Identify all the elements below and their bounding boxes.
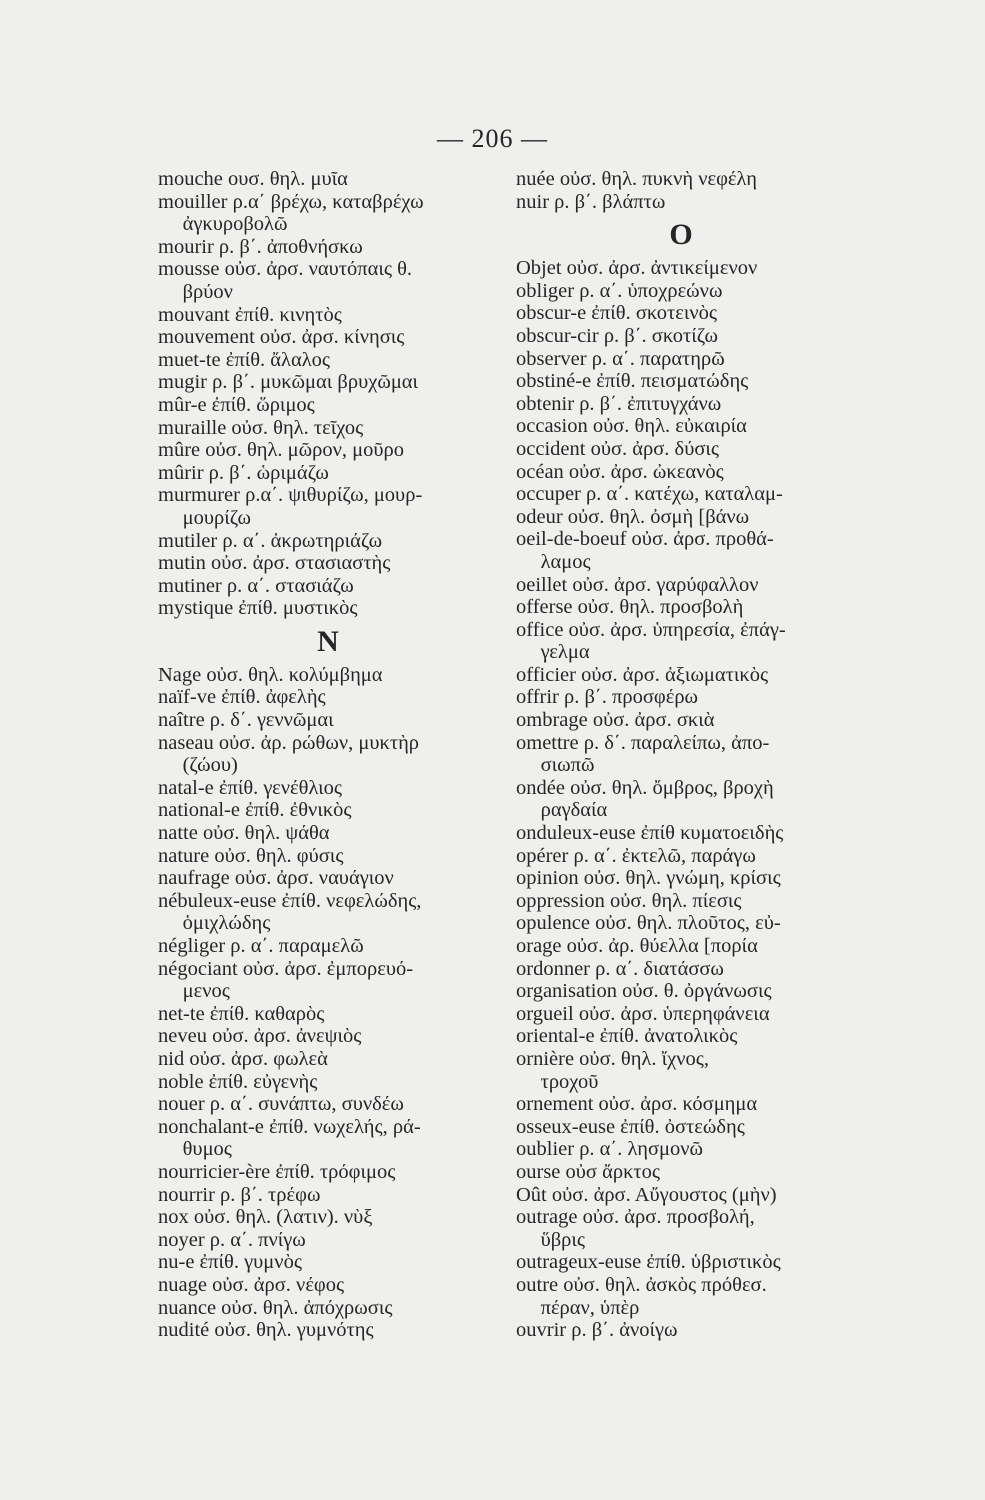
dictionary-entry: observer ρ. α΄. παρατηρῶ bbox=[516, 347, 725, 370]
dictionary-entry: mûr-e ἐπίθ. ὥριμος bbox=[158, 393, 315, 416]
dictionary-entry: ondée οὐσ. θηλ. ὄμβρος, βροχὴ bbox=[516, 776, 774, 799]
dictionary-entry: obstiné-e ἐπίθ. πεισματώδης bbox=[516, 370, 749, 393]
dictionary-entry: noble ἐπίθ. εὐγενὴς bbox=[158, 1070, 318, 1093]
dictionary-entry: ombrage οὐσ. ἀρσ. σκιὰ bbox=[516, 709, 715, 732]
dictionary-entry: nature οὐσ. θηλ. φύσις bbox=[158, 844, 344, 867]
dictionary-entry: organisation οὐσ. θ. ὀργάνωσις bbox=[516, 980, 772, 1003]
dictionary-entry: muet-te ἐπίθ. ἄλαλος bbox=[158, 348, 331, 371]
dictionary-entry: naseau οὐσ. ἀρ. ρώθων, μυκτὴρ bbox=[158, 731, 420, 754]
dictionary-entry: nouer ρ. α΄. συνάπτω, συνδέω bbox=[158, 1093, 404, 1116]
entry-continuation: (ζώου) bbox=[182, 754, 238, 777]
entry-continuation: σιωπῶ bbox=[540, 754, 595, 777]
dictionary-entry: obliger ρ. α΄. ὑποχρεώνω bbox=[516, 279, 723, 302]
dictionary-entry: mystique ἐπίθ. μυστικὸς bbox=[158, 597, 358, 620]
dictionary-entry: ornement οὐσ. ἀρσ. κόσμημα bbox=[516, 1093, 758, 1116]
dictionary-entry: nuance οὐσ. θηλ. ἀπόχρωσις bbox=[158, 1296, 393, 1319]
entry-continuation: θυμος bbox=[182, 1138, 232, 1161]
dictionary-entry: outrageux-euse ἐπίθ. ὑβριστικὸς bbox=[516, 1251, 781, 1274]
dictionary-entry: oublier ρ. α΄. λησμονῶ bbox=[516, 1138, 704, 1161]
entry-continuation: μενος bbox=[182, 980, 230, 1003]
entry-continuation: λαμος bbox=[540, 550, 591, 573]
dictionary-entry: outrage οὐσ. ἀρσ. προσβολή, bbox=[516, 1206, 755, 1229]
dictionary-entry: offerse οὐσ. θηλ. προσβολὴ bbox=[516, 596, 744, 619]
right-column bbox=[516, 168, 846, 1342]
dictionary-entry: oeil-de-boeuf οὐσ. ἀρσ. προθά- bbox=[516, 528, 774, 551]
dictionary-entry: négliger ρ. α΄. παραμελῶ bbox=[158, 935, 364, 957]
dictionary-entry: nourricier-ère ἐπίθ. τρόφιμος bbox=[158, 1160, 396, 1183]
dictionary-entry: mutiler ρ. α΄. ἀκρωτηριάζω bbox=[158, 529, 383, 552]
dictionary-entry: mûrir ρ. β΄. ὡριμάζω bbox=[158, 461, 329, 484]
entry-continuation: βρύον bbox=[182, 280, 233, 303]
dictionary-entry: obscur-cir ρ. β΄. σκοτίζω bbox=[516, 324, 718, 347]
dictionary-entry: nuage οὐσ. ἀρσ. νέφος bbox=[158, 1273, 345, 1296]
dictionary-entry: ourse οὐσ ἄρκτος bbox=[516, 1160, 661, 1183]
dictionary-entry: office οὐσ. ἀρσ. ὑπηρεσία, ἐπάγ- bbox=[516, 618, 786, 641]
dictionary-entry: mouvement οὐσ. ἀρσ. κίνησις bbox=[158, 326, 405, 349]
dictionary-entry: nuée οὐσ. θηλ. πυκνὴ νεφέλη bbox=[516, 168, 757, 190]
entry-continuation: πέραν, ὑπὲρ bbox=[540, 1296, 640, 1319]
dictionary-entry: mouiller ρ.α΄ βρέχω, καταβρέχω bbox=[158, 190, 424, 213]
dictionary-entry: occident οὐσ. ἀρσ. δύσις bbox=[516, 437, 720, 460]
dictionary-entry: négociant οὐσ. ἀρσ. ἐμπορευό- bbox=[158, 957, 414, 980]
dictionary-entry: occuper ρ. α΄. κατέχω, καταλαμ- bbox=[516, 483, 783, 506]
dictionary-entry: océan οὐσ. ἀρσ. ὠκεανὸς bbox=[516, 460, 724, 483]
dictionary-entry: nox οὐσ. θηλ. (λατιν). νὺξ bbox=[158, 1206, 373, 1229]
dictionary-entry: nonchalant-e ἐπίθ. νωχελής, ρά- bbox=[158, 1115, 421, 1138]
page-number: — 206 — bbox=[437, 124, 548, 153]
dictionary-entry: omettre ρ. δ΄. παραλείπω, ἀπο- bbox=[516, 731, 770, 754]
dictionary-entry: mutin οὐσ. ἀρσ. στασιαστὴς bbox=[158, 552, 391, 575]
dictionary-entry: mousse οὐσ. ἀρσ. ναυτόπαις θ. bbox=[158, 258, 413, 281]
dictionary-entry: nid οὐσ. ἀρσ. φωλεὰ bbox=[158, 1047, 328, 1070]
dictionary-entry: mutiner ρ. α΄. στασιάζω bbox=[158, 574, 354, 597]
dictionary-entry: mouvant ἐπίθ. κινητὸς bbox=[158, 303, 342, 326]
dictionary-entry: opérer ρ. α΄. ἐκτελῶ, παράγω bbox=[516, 844, 756, 867]
dictionary-entry: opulence οὐσ. θηλ. πλοῦτος, εὐ- bbox=[516, 912, 781, 935]
entry-continuation: γελμα bbox=[540, 641, 590, 664]
section-letter: O bbox=[669, 218, 693, 252]
dictionary-entry: orgueil οὐσ. ἀρσ. ὑπερηφάνεια bbox=[516, 1002, 770, 1025]
dictionary-entry: muraille οὐσ. θηλ. τεῖχος bbox=[158, 416, 364, 439]
dictionary-entry: naufrage οὐσ. ἀρσ. ναυάγιον bbox=[158, 867, 394, 890]
dictionary-entry: mourir ρ. β΄. ἀποθνήσκω bbox=[158, 235, 363, 258]
dictionary-entry: obscur-e ἐπίθ. σκοτεινὸς bbox=[516, 302, 718, 325]
dictionary-entry: nourrir ρ. β΄. τρέφω bbox=[158, 1183, 321, 1206]
dictionary-entry: national-e ἐπίθ. ἐθνικὸς bbox=[158, 799, 352, 822]
section-letter: N bbox=[317, 624, 339, 658]
dictionary-entry: natal-e ἐπίθ. γενέθλιος bbox=[158, 776, 343, 799]
dictionary-entry: mugir ρ. β΄. μυκῶμαι βρυχῶμαι bbox=[158, 371, 419, 394]
dictionary-entry: oeillet οὐσ. ἀρσ. γαρύφαλλον bbox=[516, 573, 759, 596]
dictionary-entry: naïf-ve ἐπίθ. ἀφελὴς bbox=[158, 686, 326, 709]
entry-continuation: ὕβρις bbox=[540, 1228, 586, 1251]
left-column bbox=[158, 168, 498, 1342]
dictionary-entry: murmurer ρ.α΄. ψιθυρίζω, μουρ- bbox=[158, 484, 423, 507]
dictionary-entry: oppression οὐσ. θηλ. πίεσις bbox=[516, 889, 742, 912]
dictionary-entry: nébuleux-euse ἐπίθ. νεφελώδης, bbox=[158, 889, 422, 912]
dictionary-entry: odeur οὐσ. θηλ. ὀσμὴ [βάνω bbox=[516, 505, 750, 528]
dictionary-entry: natte οὐσ. θηλ. ψάθα bbox=[158, 822, 330, 845]
dictionary-entry: officier οὐσ. ἀρσ. ἀξιωματικὸς bbox=[516, 663, 769, 686]
entry-continuation: ὁμιχλώδης bbox=[182, 912, 271, 935]
dictionary-entry: ornière οὐσ. θηλ. ἴχνος, bbox=[516, 1047, 709, 1070]
entry-continuation: τροχοῦ bbox=[540, 1070, 599, 1093]
dictionary-entry: Nage οὐσ. θηλ. κολύμβημα bbox=[158, 663, 383, 686]
dictionary-entry: orage οὐσ. ἀρ. θύελλα [πορία bbox=[516, 935, 758, 957]
dictionary-entry: outre οὐσ. θηλ. ἀσκὸς πρόθεσ. bbox=[516, 1273, 767, 1296]
dictionary-entry: opinion οὐσ. θηλ. γνώμη, κρίσις bbox=[516, 867, 781, 890]
dictionary-entry: net-te ἐπίθ. καθαρὸς bbox=[158, 1002, 325, 1025]
dictionary-entry: ouvrir ρ. β΄. ἀνοίγω bbox=[516, 1319, 678, 1342]
dictionary-entry: offrir ρ. β΄. προσφέρω bbox=[516, 686, 699, 709]
entry-continuation: μουρίζω bbox=[182, 506, 251, 529]
dictionary-entry: osseux-euse ἐπίθ. ὀστεώδης bbox=[516, 1115, 745, 1138]
dictionary-entry: onduleux-euse ἐπίθ κυματοειδὴς bbox=[516, 822, 784, 845]
dictionary-entry: nu-e ἐπίθ. γυμνὸς bbox=[158, 1251, 302, 1274]
dictionary-entry: naître ρ. δ΄. γεννῶμαι bbox=[158, 709, 334, 732]
dictionary-entry: nuir ρ. β΄. βλάπτω bbox=[516, 190, 666, 213]
entry-continuation: ἀγκυροβολῶ bbox=[182, 213, 288, 236]
entry-continuation: ραγδαία bbox=[540, 799, 608, 822]
dictionary-entry: ordonner ρ. α΄. διατάσσω bbox=[516, 957, 724, 980]
dictionary-entry: noyer ρ. α΄. πνίγω bbox=[158, 1228, 306, 1251]
dictionary-entry: Oût οὐσ. ἀρσ. Αὔγουστος (μὴν) bbox=[516, 1183, 777, 1206]
dictionary-entry: obtenir ρ. β΄. ἐπιτυγχάνω bbox=[516, 392, 722, 415]
dictionary-entry: mûre οὐσ. θηλ. μῶρον, μοῦρο bbox=[158, 439, 405, 462]
dictionary-entry: mouche ουσ. θηλ. μυῖα bbox=[158, 168, 348, 190]
dictionary-entry: oriental-e ἐπίθ. ἀνατολικὸς bbox=[516, 1025, 738, 1048]
dictionary-entry: Objet οὐσ. ἀρσ. ἀντικείμενον bbox=[516, 257, 758, 280]
dictionary-entry: neveu οὐσ. ἀρσ. ἀνεψιὸς bbox=[158, 1025, 362, 1048]
dictionary-entry: nudité οὐσ. θηλ. γυμνότης bbox=[158, 1319, 374, 1342]
dictionary-entry: occasion οὐσ. θηλ. εὐκαιρία bbox=[516, 415, 747, 438]
